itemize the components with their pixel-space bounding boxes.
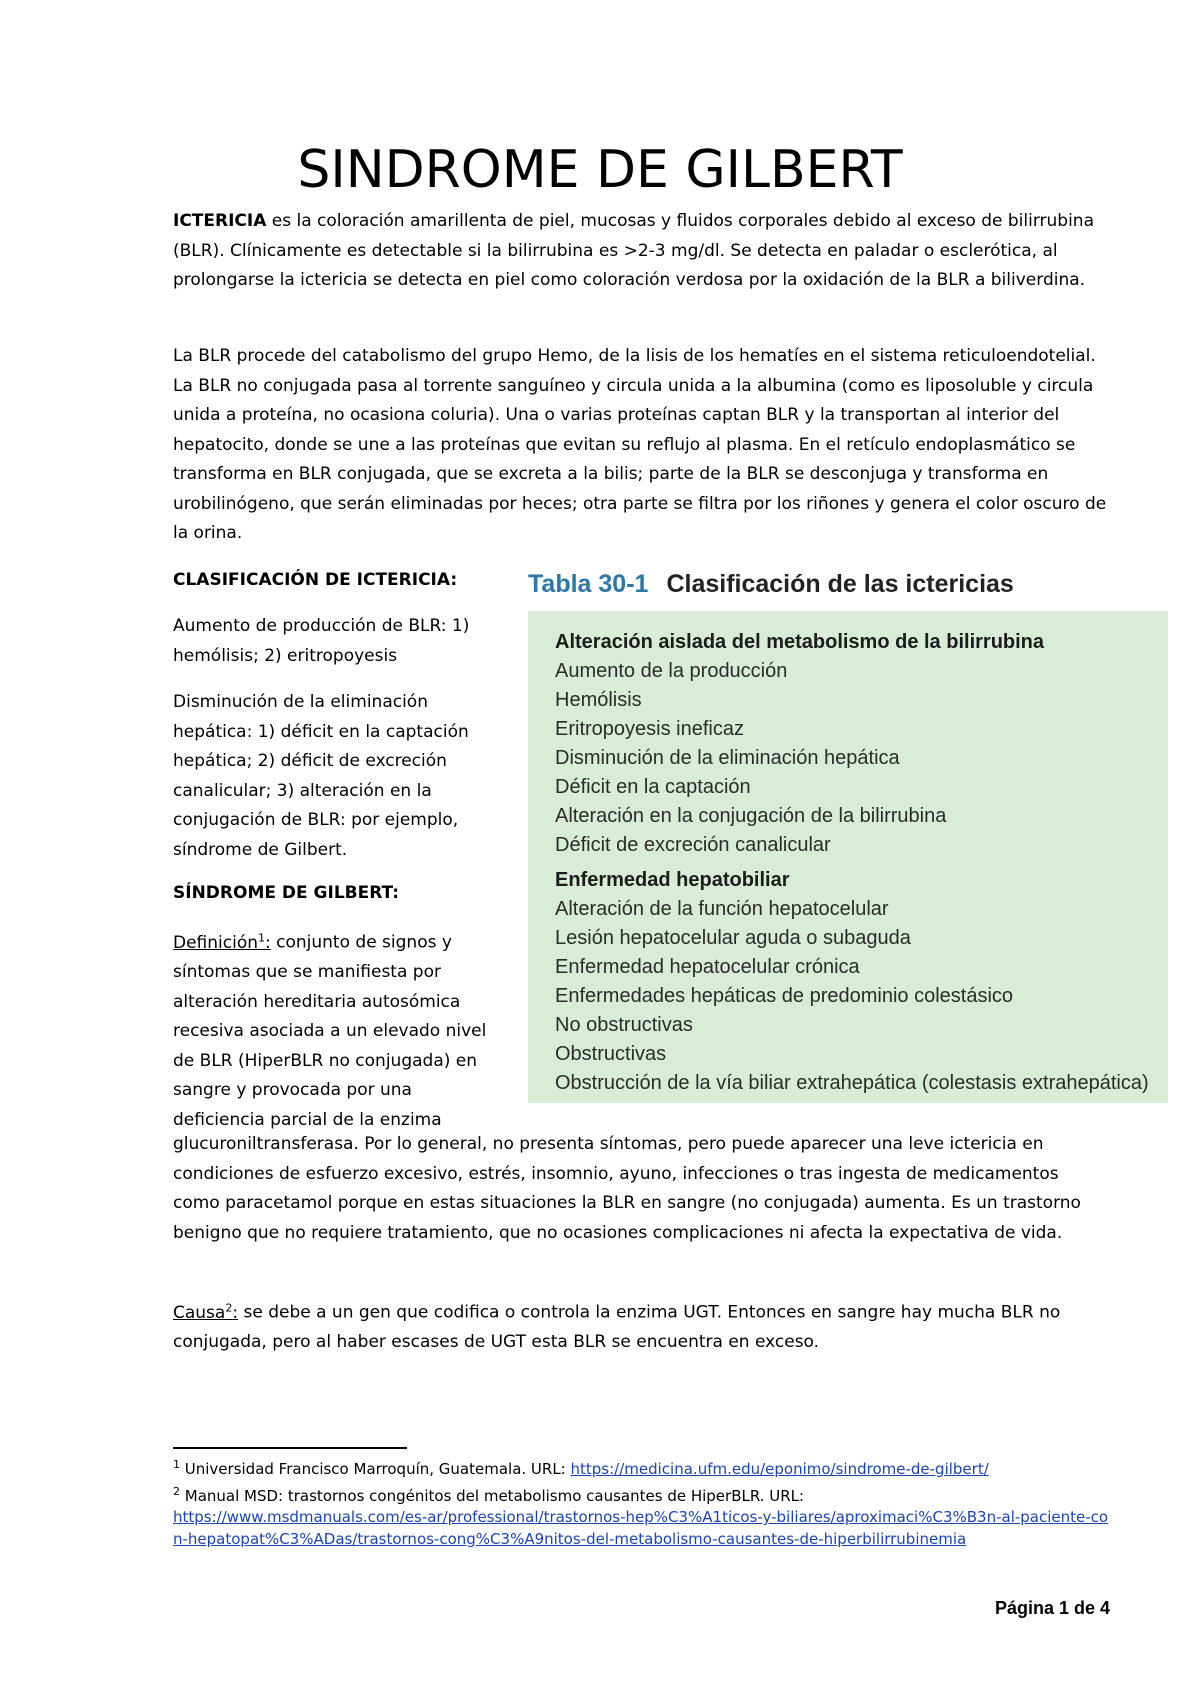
footnote-2: $^2$ Manual MSD: trastornos congénitos del metabolismo causantes de HiperBLR. URL: https://www.msdmanuals.com/es-ar/professional/trastornos-hep%C3%A1ticos-y-biliares/aproximaci%C3%B3n-al-paciente-con-hepatopat%C3%ADas/trastornos-cong%C3%A9nitos-del-metabolismo-causantes-de-hiperbilirrubinemia (173, 1481, 1113, 1551)
table-item: Enfermedad hepatocelular crónica (555, 956, 860, 978)
table-item: Disminución de la eliminación hepática (555, 747, 900, 769)
table-content (555, 628, 1149, 1098)
table-item: Hemólisis (555, 689, 642, 711)
table-item: Obstrucción de la vía biliar extrahepática (colestasis extrahepática) (555, 1072, 1149, 1094)
table-item: Déficit en la captación (555, 776, 751, 798)
table-item: Déficit de excreción canalicular (555, 834, 831, 856)
footnote-ref-2[interactable]: 2 (225, 1301, 233, 1314)
ictericia-term: ICTERICIA (173, 211, 267, 231)
ictericia-paragraph (173, 207, 1108, 296)
table-item: Aumento de la producción (555, 660, 788, 682)
sindrome-heading: SÍNDROME DE GILBERT: (173, 883, 400, 903)
causa-label: Causa$^2$: (173, 1301, 239, 1323)
table-item: Alteración de la función hepatocelular (555, 898, 889, 920)
table-item: Eritropoyesis ineficaz (555, 718, 744, 740)
table-title (528, 570, 1014, 599)
table-item: Enfermedades hepáticas de predominio colestásico (555, 985, 1014, 1007)
blr-paragraph: La BLR procede del catabolismo del grupo Hemo, de la lisis de los hematíes en el sistema reticuloendotelial. La BLR no conjugada pasa al torrente sanguíneo y circula unida a la albumina (como es liposoluble y circula unida a proteína, no ocasiona coluria). Una o varias proteínas captan BLR y la transportan al interior del hepatocito, donde se une a las proteínas que evitan su reflujo al plasma. En el retículo endoplasmático se transforma en BLR conjugada, que se excreta a la bilis; parte de la BLR se desconjuga y transforma en urobilinógeno, que serán eliminadas por heces; otra parte se filtra por los riñones y genera el color oscuro de la orina. (173, 346, 1107, 543)
table-item: Lesión hepatocelular aguda o subaguda (555, 927, 911, 949)
page-number: Página 1 de 4 (994, 1598, 1110, 1618)
table-item: Alteración en la conjugación de la bilirrubina (555, 805, 947, 827)
footnote-1-link[interactable]: https://medicina.ufm.edu/eponimo/sindrome-de-gilbert/ (570, 1460, 989, 1478)
table-group-heading: Alteración aislada del metabolismo de la bilirrubina (555, 631, 1045, 653)
table-number: Tabla 30-1 (528, 570, 649, 598)
causa-paragraph (173, 1293, 1108, 1358)
table-caption: Clasificación de las ictericias (666, 570, 1014, 598)
footnote-1: $^1$ Universidad Francisco Marroquín, Guatemala. URL: https://medicina.ufm.edu/eponimo/sindrome-de-gilbert/ (173, 1458, 989, 1478)
aumento-produccion-text: Aumento de producción de BLR: 1) hemólisis; 2) eritropoyesis (173, 616, 470, 666)
clasificacion-heading: CLASIFICACIÓN DE ICTERICIA: (173, 570, 458, 590)
definicion-label: Definición$^1$: (173, 931, 271, 953)
footnotes (173, 1454, 1113, 1550)
definicion-continuation: glucuroniltransferasa. Por lo general, no presenta síntomas, pero puede aparecer una leve ictericia en condiciones de esfuerzo excesivo, estrés, insomnio, ayuno, infecciones o tras ingesta de medicamentos como paracetamol porque en estas situaciones la BLR en sangre (no conjugada) aumenta. Es un trastorno benigno que no requiere tratamiento, que no ocasiones complicaciones ni afecta la expectativa de vida. (173, 1134, 1081, 1243)
disminucion-eliminacion-text: Disminución de la eliminación hepática: 1) déficit en la captación hepática; 2) déficit de excreción canalicular; 3) alteración en la conjugación de BLR: por ejemplo, síndrome de Gilbert. (173, 692, 469, 860)
definicion-paragraph (173, 923, 503, 1135)
footnote-separator (173, 1447, 407, 1449)
definicion-text: conjunto de signos y síntomas que se manifiesta por alteración hereditaria autosómica recesiva asociada a un elevado nivel de BLR (HiperBLR no conjugada) en sangre y provocada por una deficiencia parcial de la enzima (173, 932, 487, 1130)
table-item: No obstructivas (555, 1014, 693, 1036)
footnote-ref-1[interactable]: 1 (258, 931, 265, 944)
causa-text: se debe a un gen que codifica o controla la enzima UGT. Entonces en sangre hay mucha BLR no conjugada, pero al haber escases de UGT esta BLR se encuentra en exceso. (173, 1302, 1061, 1353)
table-item: Obstructivas (555, 1043, 667, 1065)
table-group-heading: Enfermedad hepatobiliar (555, 869, 790, 891)
page-title: SINDROME DE GILBERT (297, 140, 903, 200)
footnote-2-link[interactable]: https://www.msdmanuals.com/es-ar/professional/trastornos-hep%C3%A1ticos-y-biliares/aproximaci%C3%B3n-al-paciente-con-hepatopat%C3%ADas/trastornos-cong%C3%A9nitos-del-metabolismo-causantes-de-hiperbilirrubinemia (173, 1508, 1109, 1548)
ictericia-definition: es la coloración amarillenta de piel, mucosas y fluidos corporales debido al exceso de bilirrubina (BLR). Clínicamente es detectable si la bilirrubina es >2-3 mg/dl. Se detecta en paladar o esclerótica, al prolongarse la ictericia se detecta en piel como coloración verdosa por la oxidación de la BLR a biliverdina. (173, 211, 1095, 290)
